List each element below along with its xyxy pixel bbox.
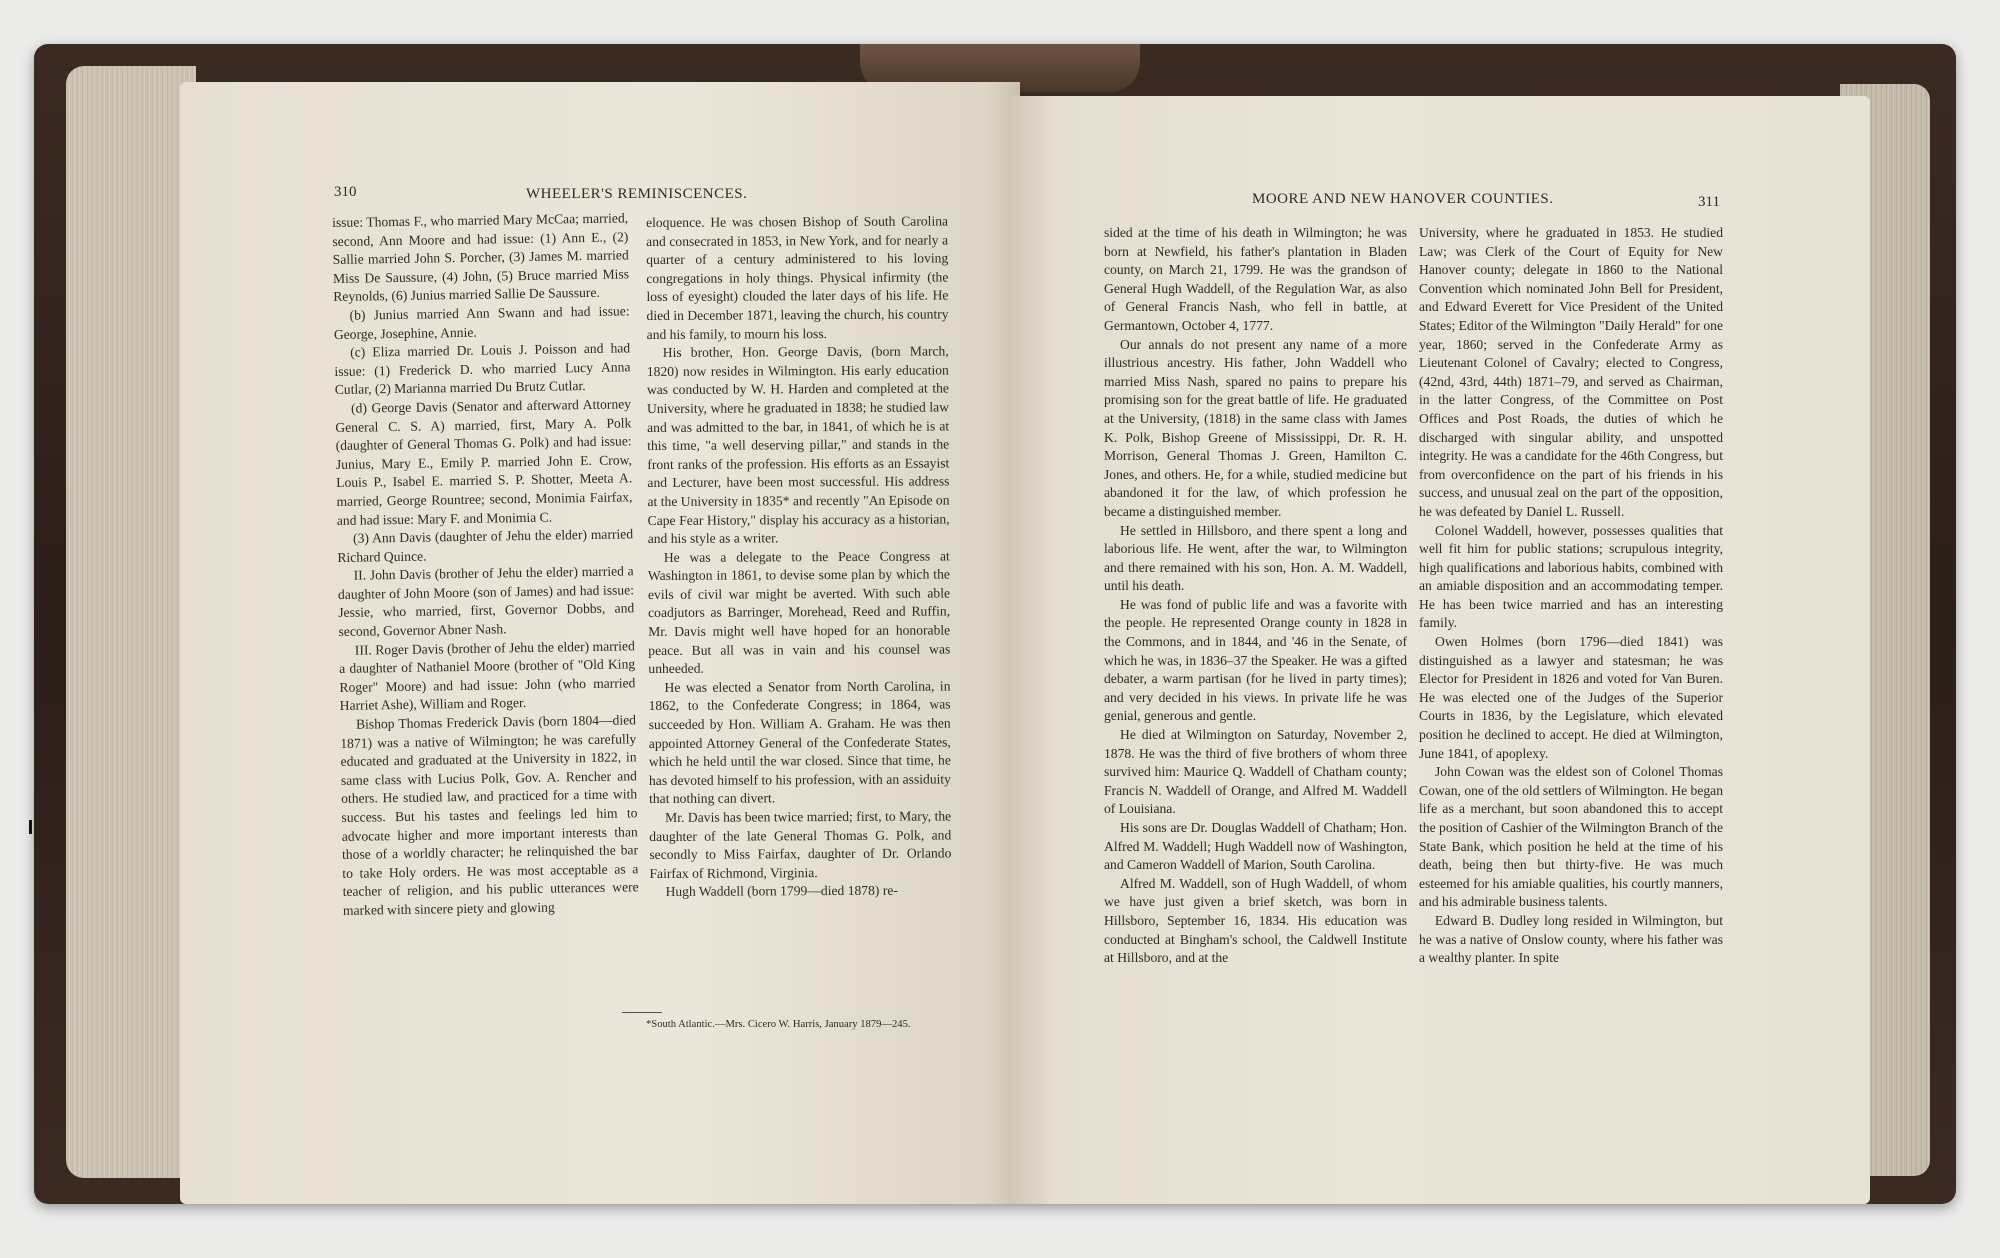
footnote-rule <box>622 1012 662 1013</box>
paragraph: Owen Holmes (born 1796—died 1841) was distinguished as a lawyer and statesman; he was Elector for President in 1826 and voted for Van Buren. He was elected one of the Judges of the Superior Courts in 1836, by the Legislature, which elevated position he declined to accept. He died at Wilmington, June 1841, of apoplexy. <box>1419 634 1723 761</box>
footnote: *South Atlantic.—Mrs. Cicero W. Harris, January 1879—245. <box>646 1019 911 1030</box>
paragraph: He was a delegate to the Peace Congress at Washington in 1861, to devise some plan by which the evils of civil war might be averted. With such able coadjutors as Barringer, Morehead, Reed and Ruffin, Mr. Davis might well have hoped for an honorable peace. But all was in vain and his counsel was unheeded. <box>647 548 951 677</box>
page-number-right: 311 <box>1698 194 1720 210</box>
margin-mark <box>29 820 32 834</box>
paragraph: Alfred M. Waddell, son of Hugh Waddell, of whom we have just given a brief sketch, was born in Hillsboro, September 16, 1834. His education was conducted at Bingham's school, the Caldwell Institute at Hillsboro, and at the <box>1104 875 1407 966</box>
paragraph: University, where he graduated in 1853. He studied Law; was Clerk of the Court of Equity for New Hanover county; delegate in 1860 to the National Convention which nominated John Bell for President, and Edward Everett for Vice President of the United States; Editor of the Wilmington "Daily Herald" for one year, 1860; served in the Confederate Army as Lieutenant Colonel of Cavalry; elected to Congress, (42nd, 43rd, 44th) 1871–79, and served as Chairman, in the latter Congress, of the Committee on Post Offices and Post Roads, the duties of which he discharged with singular ability, and unspotted integrity. He was a candidate for the 46th Congress, but from overconfidence on the part of his friends in his success, and unusual zeal on the part of the opposition, he was defeated by Daniel L. Russell. <box>1419 225 1724 519</box>
right-page <box>1010 96 1870 1204</box>
left-page-stack <box>66 66 196 1178</box>
paragraph: He was fond of public life and was a favorite with the people. He represented Orange county in 1828 in the Commons, and in 1844, and '46 in the Senate, of which he was, in 1836–37 the Speaker. He was a gifted debater, a warm partisan (for he lived in party times); and very decided in his views. In private life he was genial, generous and gentle. <box>1104 596 1407 724</box>
page-number-left: 310 <box>334 184 357 200</box>
running-head-left: WHEELER'S REMINISCENCES. <box>526 186 748 202</box>
paragraph: He settled in Hillsboro, and there spent a long and laborious life. He went, after the war, to Wilmington and there remained with his son, Hon. A. M. Waddell, until his death. <box>1104 522 1407 594</box>
right-page-column-1 <box>1104 224 1407 968</box>
paragraph: (d) George Davis (Senator and afterward Attorney General C. S. A) married, first, Mary A. Polk (daughter of General Thomas G. Polk) and had issue: Junius, Mary E., Emily P. married John E. Crow, Louis P., Isabel E. married S. P. Shotter, Meeta A. married, George Rountree; second, Monimia Fairfax, and had issue: Mary F. and Monimia C. <box>335 396 633 528</box>
paragraph: His sons are Dr. Douglas Waddell of Chatham; Hon. Alfred M. Waddell; Hugh Waddell now of Washington, and Cameron Waddell of Marion, South Carolina. <box>1104 820 1407 873</box>
paragraph: (3) Ann Davis (daughter of Jehu the elder) married Richard Quince. <box>337 526 634 565</box>
paragraph: Edward B. Dudley long resided in Wilmington, but he was a native of Onslow county, where his father was a wealthy planter. In spite <box>1419 912 1723 966</box>
left-page <box>180 82 1020 1204</box>
paragraph: Mr. Davis has been twice married; first, to Mary, the daughter of the late General Thomas G. Polk, and secondly to Miss Fairfax, daughter of Dr. Orlando Fairfax of Richmond, Virginia. <box>649 808 952 881</box>
paragraph: Hugh Waddell (born 1799—died 1878) re- <box>665 883 898 900</box>
left-page-column-1 <box>332 209 639 920</box>
paragraph: (c) Eliza married Dr. Louis J. Poisson and had issue: (1) Frederick D. who married Lucy Anna Cutlar, (2) Marianna married Du Brutz Cutlar. <box>334 340 631 398</box>
running-head-right: MOORE AND NEW HANOVER COUNTIES. <box>1252 191 1554 207</box>
paragraph: John Cowan was the eldest son of Colonel Thomas Cowan, one of the old settlers of Wilmington. He began life as a merchant, but soon abandoned this to accept the position of Cashier of the Wilmington Branch of the State Bank, which position he held at the time of his death, being then but thirty-five. He was much esteemed for his amiable qualities, his courtly manners, and his admirable business talents. <box>1419 764 1723 910</box>
left-page-column-2 <box>646 212 952 902</box>
paragraph: He was elected a Senator from North Carolina, in 1862, to the Confederate Congress; in 1864, was succeeded by Hon. William A. Graham. He was then appointed Attorney General of the Confederate States, which he held until the war closed. Since that time, he has devoted himself to his profession, with an assiduity that nothing can divert. <box>648 678 952 807</box>
paragraph: issue: Thomas F., who married Mary McCaa; married, second, Ann Moore and had issue: (1) Ann E., (2) Sallie married John S. Porcher, (3) James M. married Miss De Saussure, (4) John, (5) Bruce married Miss Reynolds, (6) Junius married Sallie De Saussure. <box>332 210 630 305</box>
paragraph: Our annals do not present any name of a more illustrious ancestry. His father, John Waddell who married Miss Nash, spared no pains to prepare his promising son for the great battle of life. He graduated at the University, (1818) in the same class with James K. Polk, Bishop Greene of Mississippi, Dr. R. H. Morrison, General Thomas J. Green, Hamilton C. Jones, and others. He, for a while, studied medicine but abandoned it for the law, of which profession he became a distinguished member. <box>1104 336 1407 519</box>
paragraph: III. Roger Davis (brother of Jehu the elder) married a daughter of Nathaniel Moore (brother of "Old King Roger" Moore) and had issue: John (who married Harriet Ashe), William and Roger. <box>339 637 636 714</box>
paragraph: His brother, Hon. George Davis, (born March, 1820) now resides in Wilmington. His early education was conducted by W. H. Harden and completed at the University, where he graduated in 1838; he studied law and was admitted to the bar, in 1841, of which he is at this time, "a well deserving pillar," and stands in the front ranks of the profession. His efforts as an Essayist and Lecturer, have been most successful. His address at the University in 1835* and recently "An Episode on Cape Fear History," display his accuracy as a historian, and his style as a writer. <box>646 343 950 547</box>
paragraph: eloquence. He was chosen Bishop of South Carolina and consecrated in 1853, in New York, and for nearly a quarter of a century administered to his loving congregations in holy things. Physical infirmity (the loss of eyesight) clouded the later days of his life. He died in December 1871, leaving the church, his country and his family, to mourn his loss. <box>646 213 949 342</box>
paragraph: sided at the time of his death in Wilmington; he was born at Newfield, his father's plantation in Bladen county, on March 21, 1799. He was the grandson of General Hugh Waddell, of the Regulation War, as also of General Francis Nash, who fell in battle, at Germantown, October 4, 1777. <box>1104 225 1407 333</box>
paragraph: He died at Wilmington on Saturday, November 2, 1878. He was the third of five brothers of whom three survived him: Maurice Q. Waddell of Chatham county; Francis N. Waddell of Orange, and Alfred M. Waddell of Louisiana. <box>1104 727 1407 817</box>
paragraph: II. John Davis (brother of Jehu the elder) married a daughter of John Moore (son of James) and had issue: Jessie, who married, first, Governor Dobbs, and second, Governor Abner Nash. <box>337 563 635 640</box>
paragraph: Bishop Thomas Frederick Davis (born 1804—died 1871) was a native of Wilmington; he was carefully educated and graduated at the University in 1822, in same class with Lucius Polk, Gov. A. Rencher and others. He studied law, and practiced for a time with success. But his tastes and feelings led him to advocate higher and more important interests than those of a worldly character; he relinquished the bar to take Holy orders. He was most acceptable as a teacher of religion, and his public utterances were marked with sincere piety and glowing <box>340 712 639 918</box>
paragraph: Colonel Waddell, however, possesses qualities that well fit him for public stations; scrupulous integrity, high qualifications and laborious habits, combined with an amiable disposition and an accommodating temper. He has been twice married and has an interesting family. <box>1419 522 1723 631</box>
right-page-column-2 <box>1419 224 1723 968</box>
paragraph: (b) Junius married Ann Swann and had issue: George, Josephine, Annie. <box>333 303 630 342</box>
